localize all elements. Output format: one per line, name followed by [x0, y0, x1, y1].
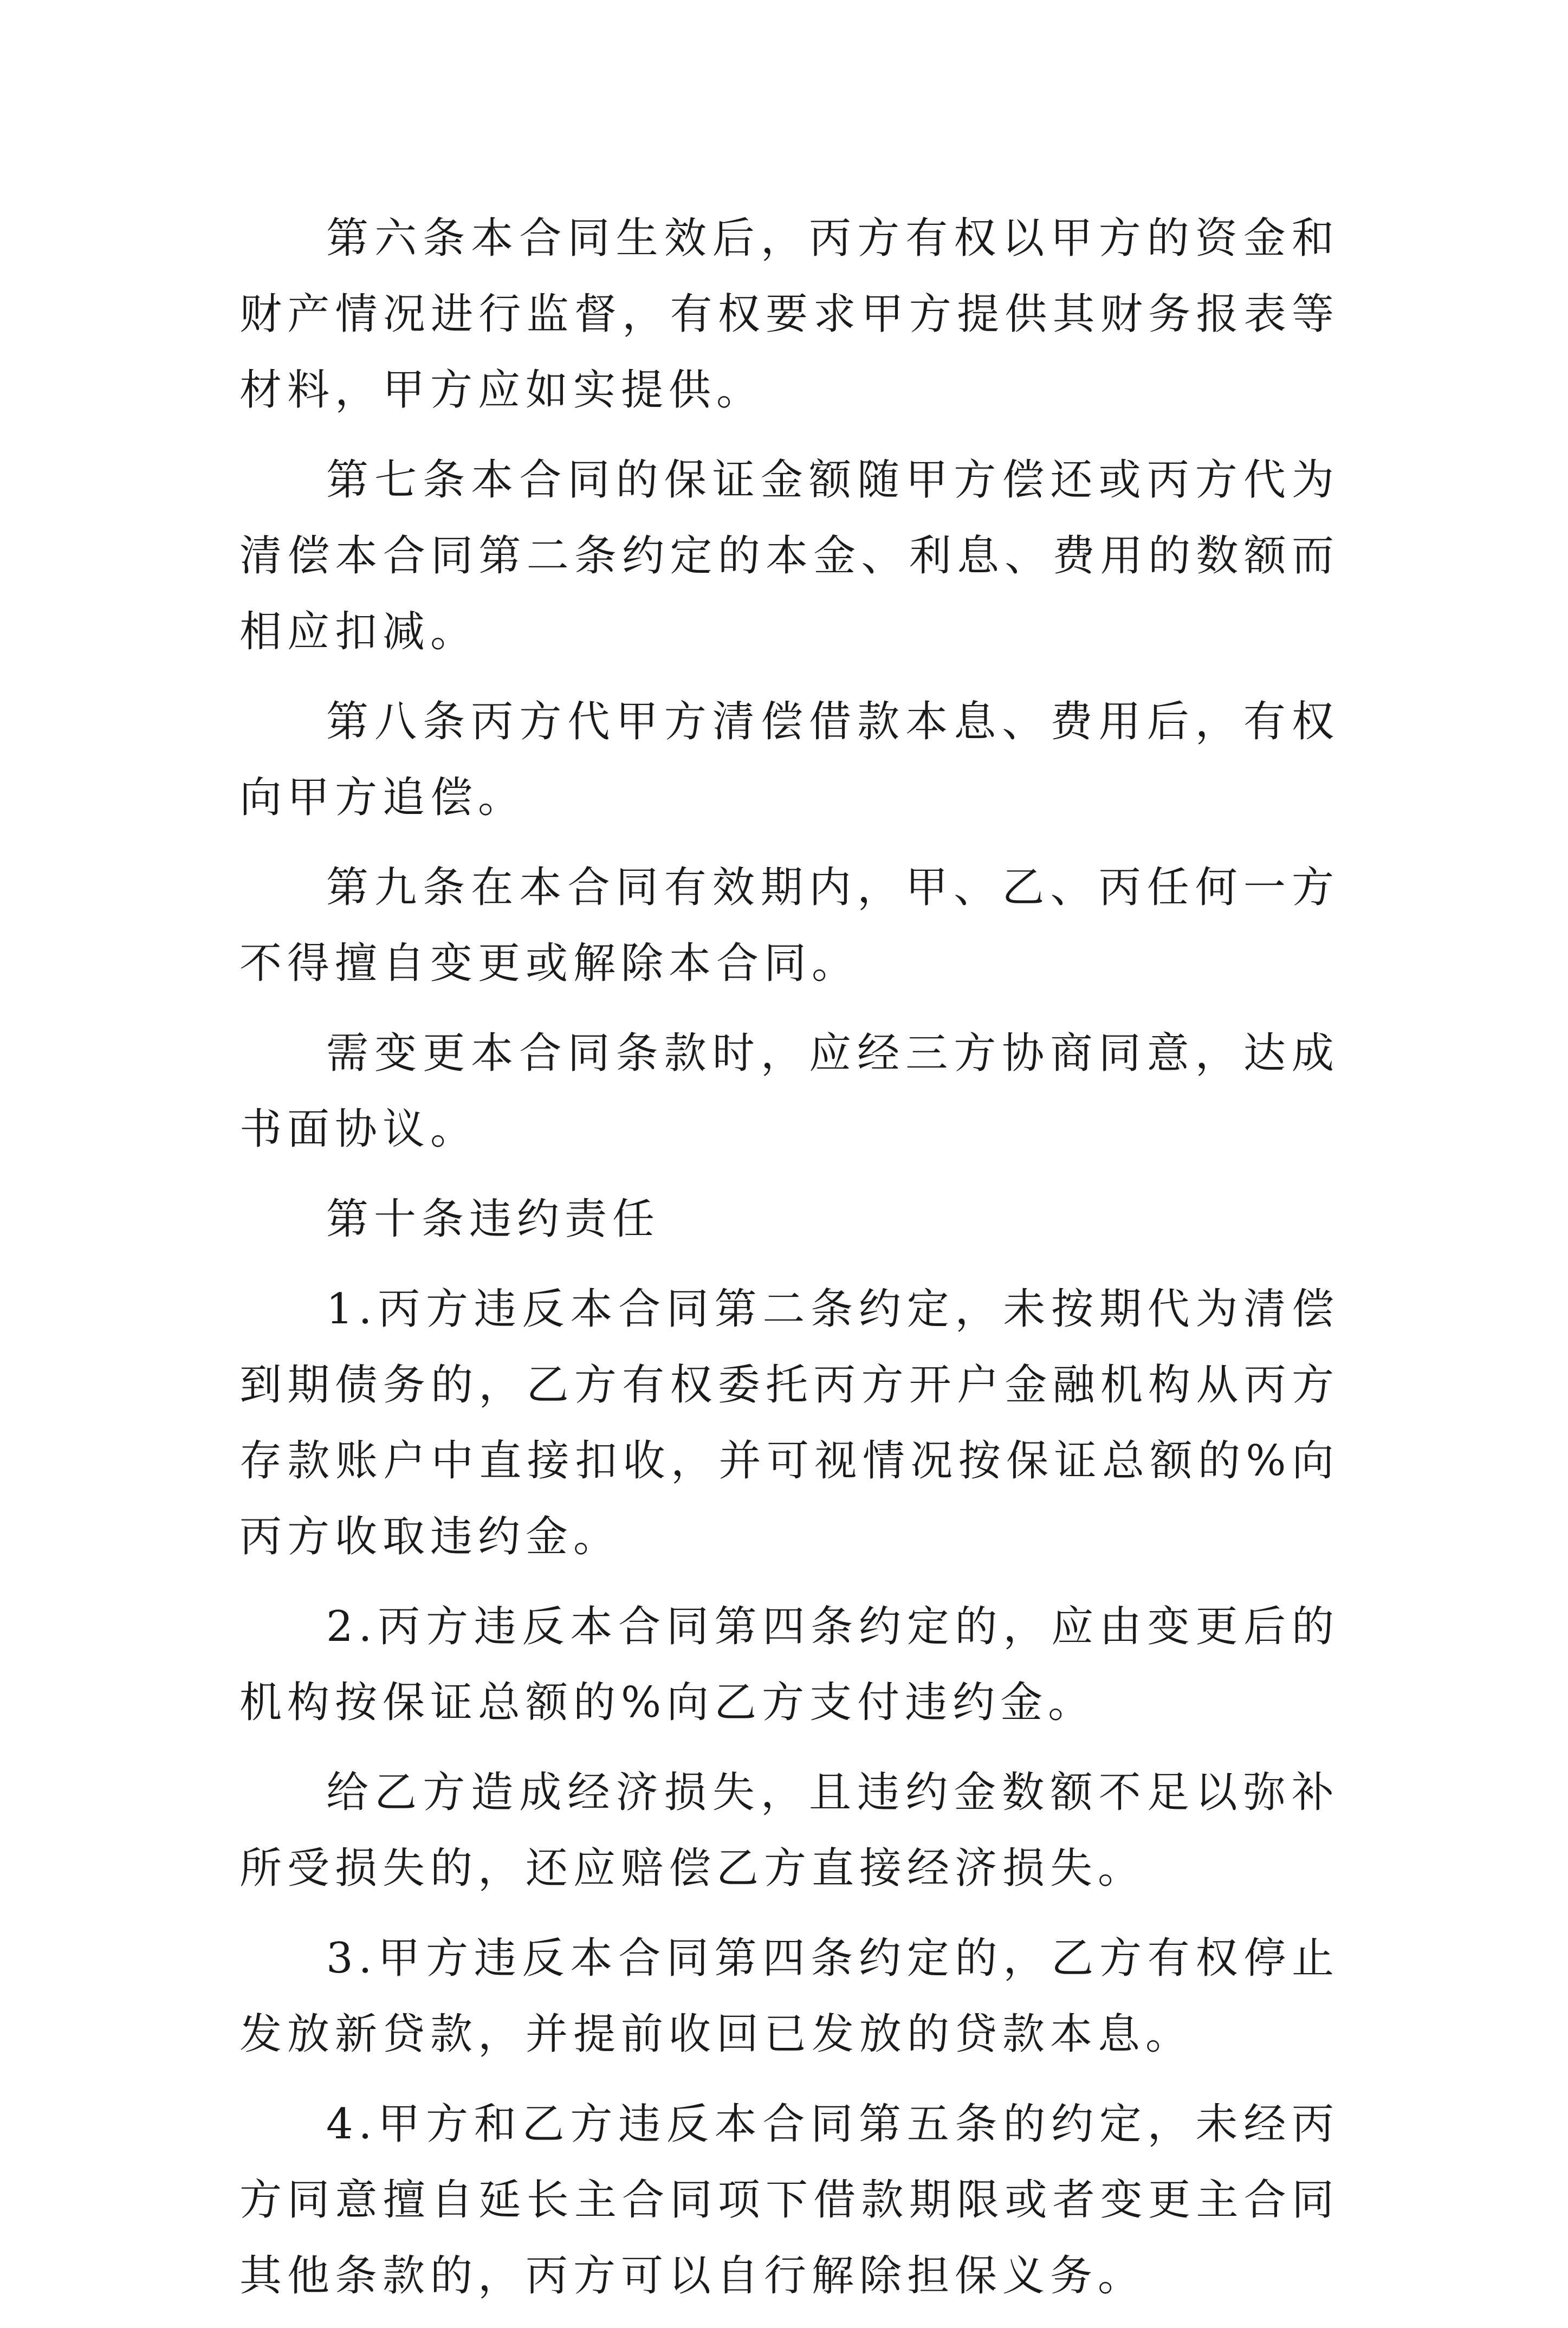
document-body: [239, 201, 1339, 2328]
paragraph-clause-4: 4.甲方和乙方违反本合同第五条的约定，未经丙方同意擅自延长主合同项下借款期限或者变更主合同其他条款的，丙方可以自行解除担保义务。: [239, 2100, 1339, 2300]
paragraph-clause-1: 1.丙方违反本合同第二条约定，未按期代为清偿到期债务的，乙方有权委托丙方开户金融机构从丙方存款账户中直接扣收，并可视情况按保证总额的%向丙方收取违约金。: [239, 1285, 1339, 1561]
paragraph-article-8: 第八条丙方代甲方清偿借款本息、费用后，有权向甲方追偿。: [239, 697, 1339, 822]
paragraph-article-6: 第六条本合同生效后，丙方有权以甲方的资金和财产情况进行监督，有权要求甲方提供其财务报表等材料，甲方应如实提供。: [239, 214, 1339, 415]
paragraph-clause-3: 3.甲方违反本合同第四条约定的，乙方有权停止发放新贷款，并提前收回已发放的贷款本息。: [239, 1934, 1339, 2059]
paragraph-clause-2: 2.丙方违反本合同第四条约定的，应由变更后的机构按保证总额的%向乙方支付违约金。: [239, 1602, 1339, 1727]
paragraph-amendment: 需变更本合同条款时，应经三方协商同意，达成书面协议。: [239, 1029, 1339, 1154]
paragraph-article-9: 第九条在本合同有效期内，甲、乙、丙任何一方不得擅自变更或解除本合同。: [239, 863, 1339, 988]
paragraph-clause-2-loss: 给乙方造成经济损失，且违约金数额不足以弥补所受损失的，还应赔偿乙方直接经济损失。: [239, 1768, 1339, 1893]
paragraph-article-7: 第七条本合同的保证金额随甲方偿还或丙方代为清偿本合同第二条约定的本金、利息、费用的数额而相应扣减。: [239, 456, 1339, 656]
paragraph-article-10-heading: 第十条违约责任: [326, 1195, 660, 1244]
